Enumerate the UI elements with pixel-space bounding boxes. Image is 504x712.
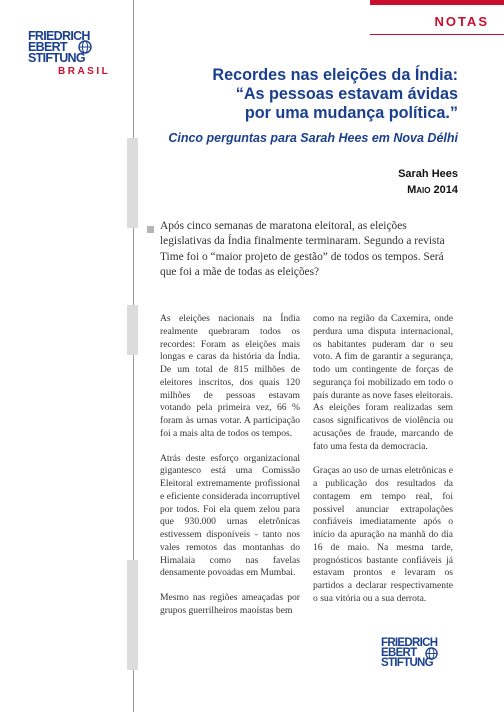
fes-logo-footer <box>381 638 461 680</box>
logo-line: FRIEDRICH <box>28 29 90 43</box>
body-paragraph: como na região da Caxemira, onde perdura uma disputa internacional, os habitantes puderam dar o seu voto. A fim de garantir a segurança, todo um contingente de forças de segurança foi mobilizado em todo o país durante as nove fases eleitorais. As eleições foram realizadas sem casos significativos de violência ou acusações de fraude, marcando de fato uma festa da democracia. <box>313 313 453 452</box>
fes-logo <box>28 30 126 76</box>
sidebar-decoration <box>127 305 138 355</box>
logo-line: STIFTUNG <box>381 657 433 669</box>
logo-subtitle: BRASIL <box>58 66 111 77</box>
sidebar-decoration <box>127 138 138 228</box>
logo-line: FRIEDRICH <box>381 637 438 649</box>
body-paragraph: As eleições nacionais na Índia realmente quebraram todos os recordes: Foram as eleições mais longas e caras da história da Índia. De um total de 815 milhões de eleitores inscritos, dos quais 120 milhões de pessoas estavam votando pela primeira vez, 66 % foram às urnas votar. A participação foi a mais alta de todos os tempos. <box>160 313 300 439</box>
author-name: Sarah Hees <box>398 168 458 180</box>
header-accent-bar <box>370 0 504 5</box>
article-subtitle: Cinco perguntas para Sarah Hees em Nova Délhi <box>168 131 458 145</box>
title-line: por uma mudança política.” <box>244 104 458 122</box>
logo-line: EBERT <box>28 40 67 54</box>
body-paragraph: Graças ao uso de urnas eletrônicas e a publicação dos resultados da contagem em tempo real, foi possível anunciar extrapolações confiáveis imediatamente após o início da apuração na manhã do dia 16 de maio. Na mesma tarde, prognósticos bastante confiáveis já estavam prontos e levaram os partidos a declarar respectivamente o sua vitória ou a sua derrota. <box>313 465 453 604</box>
header-rule <box>370 34 504 35</box>
body-paragraph: Mesmo nas regiões ameaçadas por grupos guerrilheiros maoístas bem <box>160 592 300 616</box>
logo-line: STIFTUNG <box>28 51 85 65</box>
section-label: NOTAS <box>434 14 489 29</box>
logo-line: EBERT <box>381 647 417 659</box>
title-line: “As pessoas estavam ávidas <box>235 85 458 103</box>
title-line: Recordes nas eleições da Índia: <box>212 66 458 84</box>
globe-icon <box>425 647 438 660</box>
body-column-right <box>313 313 453 618</box>
square-bullet-icon <box>147 226 154 233</box>
lead-paragraph: Após cinco semanas de maratona eleitoral, as eleições legislativas da Índia finalmente terminaram. Segundo a revista Time foi o “maior projeto de gestão” de todos os tempos. Será que foi a mãe de todas as eleições? <box>160 220 445 278</box>
article-title <box>128 66 458 123</box>
globe-icon <box>78 40 92 54</box>
sidebar-decoration <box>127 560 138 670</box>
body-paragraph: Atrás deste esforço organizacional gigantesco está uma Comissão Eleitoral extremamente profissional e eficiente considerada incorruptível por todos. Foi ela quem zelou para que 930.000 urnas eletrônicas estivessem disponíveis - tanto nos vales remotos das montanhas do Himalaia como nas favelas densamente povoadas em Mumbai. <box>160 452 300 579</box>
body-column-left <box>160 313 300 630</box>
publication-date: Maio 2014 <box>407 184 458 196</box>
